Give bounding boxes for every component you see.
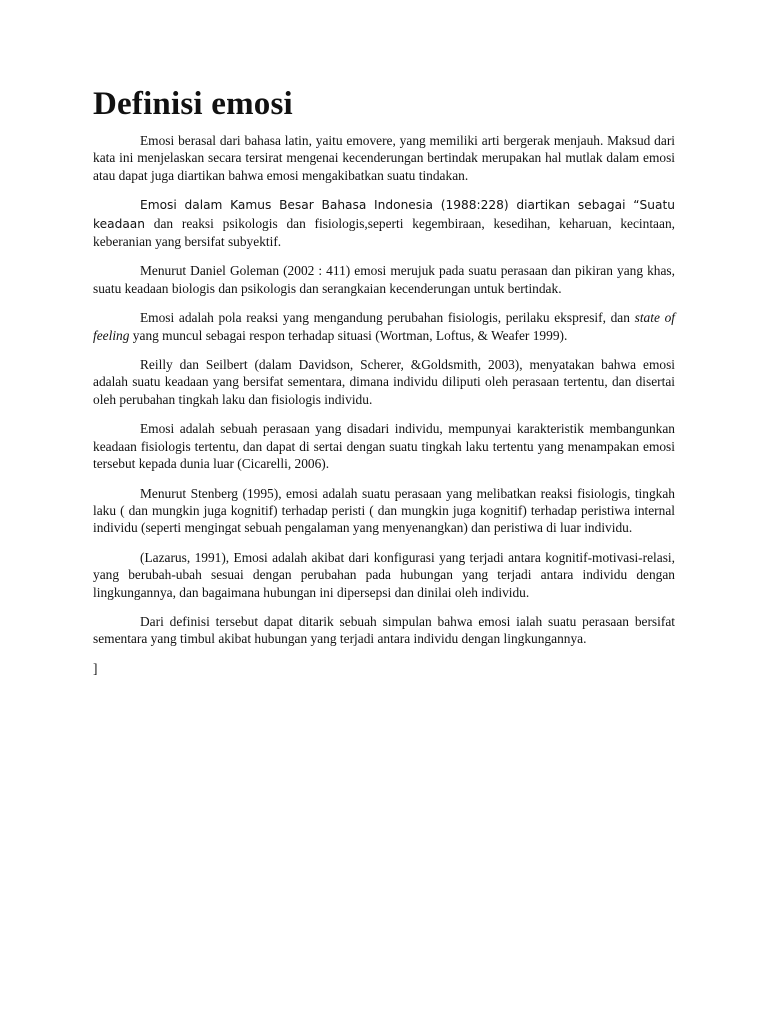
paragraph-kbbi-rest: dan reaksi psikologis dan fisiologis,seperti kegembiraan, kesedihan, keharuan, kecintaan, keberanian yang bersifat subyektif. <box>93 215 675 250</box>
paragraph-wortman-before: Emosi adalah pola reaksi yang mengandung perubahan fisiologis, perilaku ekspresif, dan <box>140 310 635 326</box>
paragraph-goleman: Menurut Daniel Goleman (2002 : 411) emosi merujuk pada suatu perasaan dan pikiran yang khas, suatu keadaan biologis dan psikologis dan serangkaian kecenderungan untuk bertindak. <box>93 263 675 296</box>
trailing-bracket: ] <box>93 660 98 676</box>
paragraph-origin: Emosi berasal dari bahasa latin, yaitu emovere, yang memiliki arti bergerak menjauh. Maksud dari kata ini menjelaskan secara tersirat mengenai kecenderungan bertindak merupakan hal mutlak dalam emosi atau dapat juga diartikan bahwa emosi mengakibatkan suatu tindakan. <box>93 133 675 183</box>
page-title: Definisi emosi <box>93 86 293 122</box>
paragraph-kbbi <box>93 196 675 250</box>
paragraph-kbbi-lead: Emosi dalam Kamus Besar Bahasa Indonesia (1988:228) diartikan sebagai “Suatu keadaan <box>93 198 675 231</box>
document-page <box>93 84 675 677</box>
paragraph-stenberg: Menurut Stenberg (1995), emosi adalah suatu perasaan yang melibatkan reaksi fisiologis, tingkah laku ( dan mungkin juga kognitif) terhadap peristi ( dan mungkin juga kognitif) terhadap peristiwa internal individu (seperti mengingat sebuah pengalaman yang menyenangkan) dan peristiwa di luar individu. <box>93 485 675 536</box>
paragraph-conclusion: Dari definisi tersebut dapat ditarik sebuah simpulan bahwa emosi ialah suatu perasaan bersifat sementara yang timbul akibat hubungan yang terjadi antara individu dengan lingkungannya. <box>93 613 675 647</box>
paragraph-wortman-after: yang muncul sebagai respon terhadap situasi (Wortman, Loftus, & Weafer 1999). <box>129 327 568 343</box>
paragraph-cicarelli: Emosi adalah sebuah perasaan yang disadari individu, mempunyai karakteristik membangunkan keadaan fisiologis tertentu, dan dapat di sertai dengan suatu tingkah laku tertentu yang menampakan emosi tersebut kepada dunia luar (Cicarelli, 2006). <box>93 421 675 472</box>
paragraph-wortman-italic: state of feeling <box>93 310 675 343</box>
paragraph-wortman <box>93 309 675 344</box>
paragraph-lazarus: (Lazarus, 1991), Emosi adalah akibat dari konfigurasi yang terjadi antara kognitif-motivasi-relasi, yang berubah-ubah sesuai dengan perubahan pada hubungan yang terjadi antara individu dengan lingkungannya, dan bagaimana hubungan ini dipersepsi dan dinilai oleh individu. <box>93 549 675 600</box>
paragraph-reilly: Reilly dan Seilbert (dalam Davidson, Scherer, &Goldsmith, 2003), menyatakan bahwa emosi adalah suatu keadaan yang bersifat sementara, dimana individu diliputi oleh perasaan tertentu, dan disertai oleh perubahan tingkah laku dan fisiologis individu. <box>93 357 675 407</box>
